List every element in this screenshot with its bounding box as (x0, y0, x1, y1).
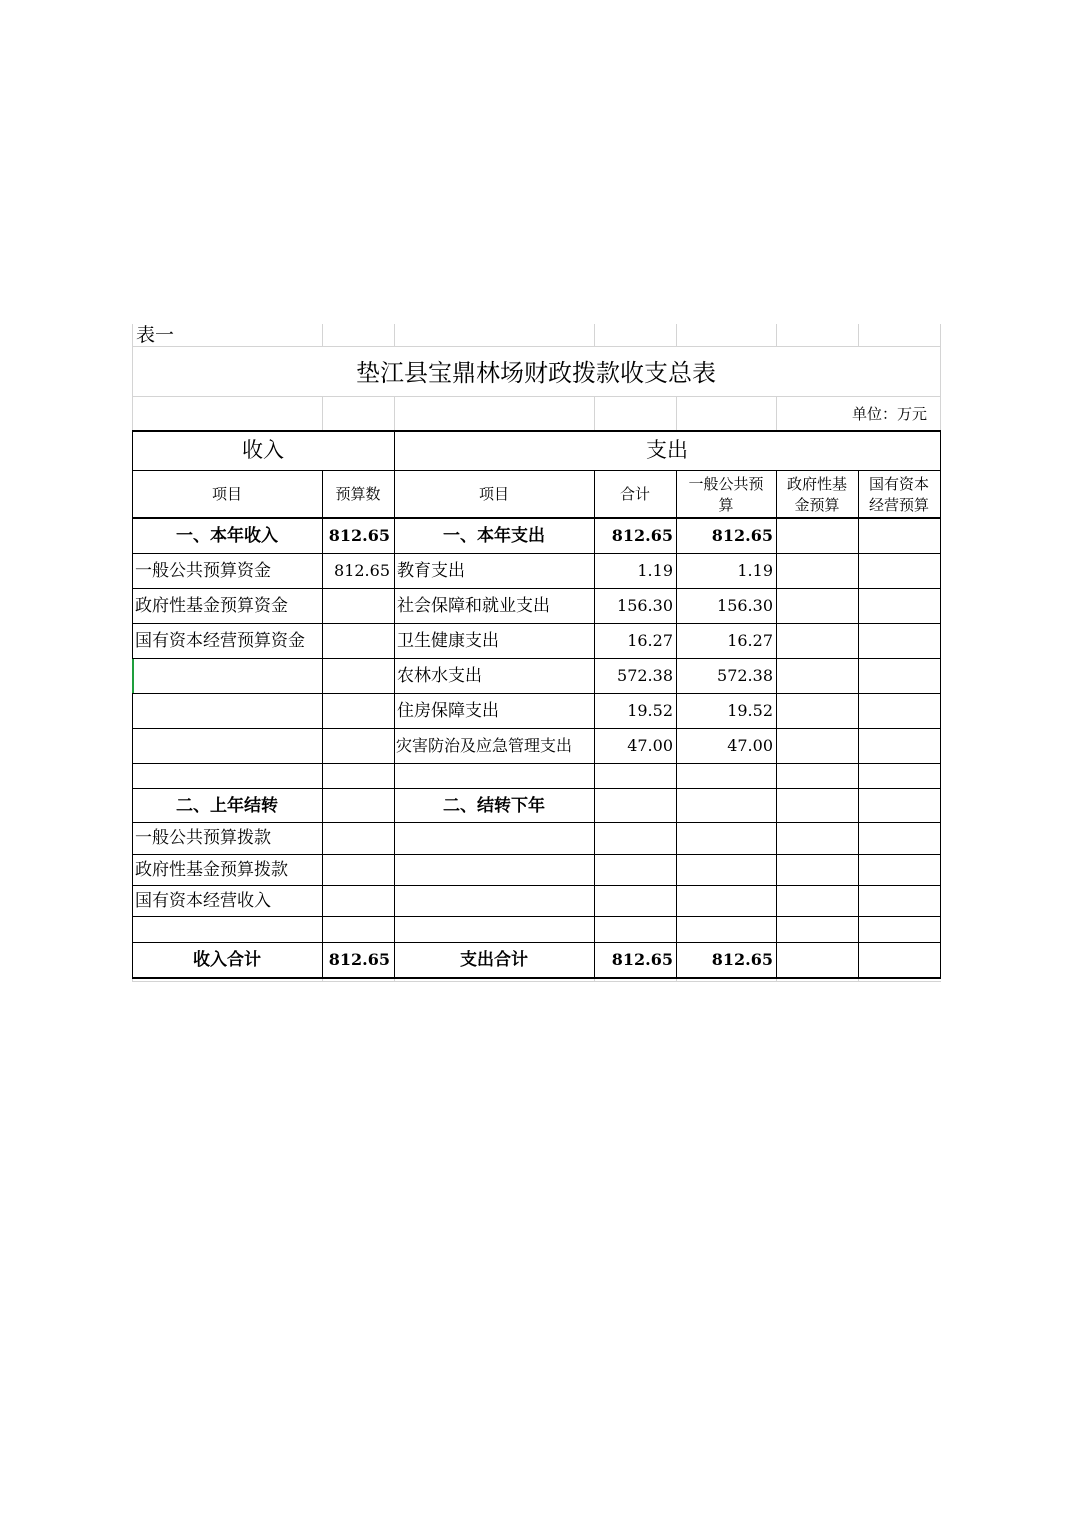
carry-item-label: 国有资本经营收入 (135, 891, 271, 911)
col-header-general-budget: 算 (718, 496, 734, 514)
expense-item-label: 社会保障和就业支出 (397, 596, 550, 616)
table-border (132, 728, 941, 729)
cell-value: 812.65 (711, 526, 773, 545)
cell-value: 812.65 (711, 950, 773, 969)
section-expense-label: 一、本年支出 (443, 526, 545, 546)
table-border (132, 977, 941, 979)
cell-value: 156.30 (717, 596, 773, 615)
table-border (132, 885, 941, 886)
table-border (132, 470, 941, 471)
col-header-total: 合计 (619, 485, 651, 503)
col-header-item: 项目 (211, 485, 243, 503)
col-header-item: 项目 (478, 485, 510, 503)
col-header-fund-budget: 金预算 (794, 496, 840, 514)
gridline (676, 396, 677, 431)
sheet-label: 表一 (136, 324, 175, 346)
cell-value: 156.30 (617, 596, 673, 615)
income-header: 收入 (242, 438, 284, 462)
col-header-general-budget: 一般公共预 (688, 475, 764, 493)
cell-value: 1.19 (737, 561, 773, 580)
table-border (132, 854, 941, 855)
gridline (394, 396, 395, 431)
gridline (594, 324, 595, 346)
gridline (776, 324, 777, 346)
expense-item-label: 灾害防治及应急管理支出 (396, 736, 573, 755)
table-border (776, 470, 777, 978)
cell-value: 812.65 (611, 950, 673, 969)
cell-value: 1.19 (637, 561, 673, 580)
gridline (776, 396, 777, 431)
table-border (132, 658, 941, 659)
table-border (858, 470, 859, 978)
gridline (322, 324, 323, 346)
expense-header: 支出 (646, 438, 688, 462)
table-border (132, 623, 941, 624)
selected-cell-indicator (132, 659, 134, 693)
table-border (132, 788, 941, 789)
table-border (322, 470, 323, 978)
sheet-title: 垫江县宝鼎林场财政拨款收支总表 (356, 359, 716, 387)
expense-item-label: 农林水支出 (397, 666, 482, 686)
gridline (676, 324, 677, 346)
gridline (858, 324, 859, 346)
budget-sheet (132, 324, 941, 982)
table-border (132, 693, 941, 694)
table-border (394, 431, 395, 978)
cell-value: 812.65 (328, 950, 390, 969)
table-border (676, 470, 677, 978)
table-border (132, 942, 941, 943)
gridline (594, 396, 595, 431)
cell-value: 16.27 (727, 631, 773, 650)
cell-value: 47.00 (727, 736, 773, 755)
carry-item-label: 一般公共预算拨款 (135, 828, 271, 848)
col-header-budget: 预算数 (335, 485, 381, 503)
table-border (132, 431, 133, 978)
cell-value: 812.65 (611, 526, 673, 545)
cell-value: 812.65 (328, 526, 390, 545)
col-header-state-budget: 经营预算 (868, 496, 930, 514)
table-border (132, 763, 941, 764)
table-border (132, 430, 941, 432)
income-total-label: 收入合计 (193, 950, 261, 970)
table-border (594, 470, 595, 978)
income-item-label: 一般公共预算资金 (135, 561, 271, 581)
cell-value: 572.38 (617, 666, 673, 685)
cell-value: 16.27 (627, 631, 673, 650)
table-border (132, 553, 941, 554)
table-border (132, 822, 941, 823)
table-border (132, 588, 941, 589)
table-border (132, 916, 941, 917)
section-income-label: 一、本年收入 (176, 526, 278, 546)
col-header-fund-budget: 政府性基 (786, 475, 848, 493)
gridline (940, 324, 941, 431)
table-border (940, 431, 941, 978)
unit-label: 单位：万元 (852, 405, 928, 423)
col-header-state-budget: 国有资本 (868, 475, 930, 493)
gridline (132, 346, 941, 347)
gridline (322, 396, 323, 431)
cell-value: 47.00 (627, 736, 673, 755)
cell-value: 19.52 (627, 701, 673, 720)
gridline (132, 396, 941, 397)
section-carryover-label: 二、上年结转 (176, 796, 278, 816)
section-carryforward-label: 二、结转下年 (443, 796, 545, 816)
gridline (132, 981, 941, 982)
income-item-label: 国有资本经营预算资金 (135, 631, 305, 651)
cell-value: 812.65 (334, 561, 390, 580)
expense-item-label: 住房保障支出 (397, 701, 499, 721)
table-border (132, 517, 941, 519)
expense-total-label: 支出合计 (460, 950, 528, 970)
cell-value: 572.38 (717, 666, 773, 685)
gridline (394, 324, 395, 346)
income-item-label: 政府性基金预算资金 (135, 596, 288, 616)
expense-item-label: 教育支出 (397, 561, 465, 581)
cell-value: 19.52 (727, 701, 773, 720)
expense-item-label: 卫生健康支出 (397, 631, 499, 651)
carry-item-label: 政府性基金预算拨款 (135, 860, 288, 880)
